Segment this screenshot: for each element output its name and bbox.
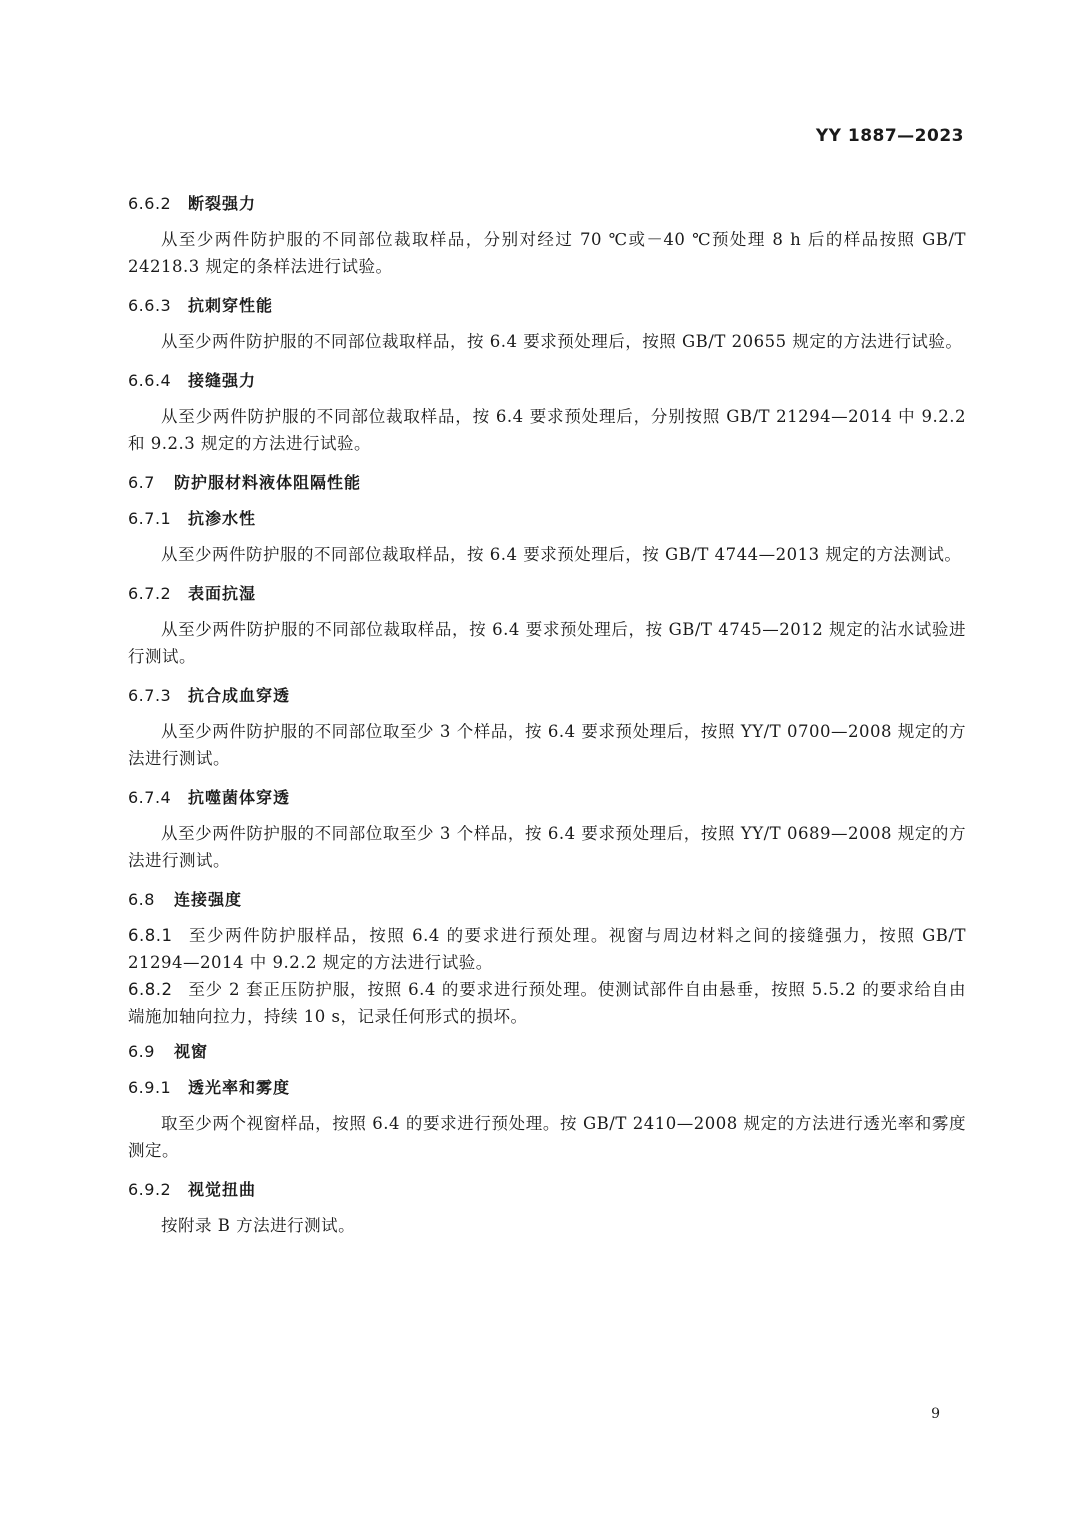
section-heading-6-7-2 [128, 576, 966, 612]
section-number: 6.9 [128, 1042, 155, 1061]
section-title: 抗刺穿性能 [188, 296, 274, 315]
section-paragraph-6-6-3: 从至少两件防护服的不同部位裁取样品，按 6.4 要求预处理后，按照 GB/T 20655 规定的方法进行试验。 [161, 332, 963, 351]
section-paragraph-6-7-4: 从至少两件防护服的不同部位取至少 3 个样品，按 6.4 要求预处理后，按照 YY/T 0689—2008 规定的方法进行测试。 [128, 824, 966, 870]
section-number: 6.7.3 [128, 686, 172, 705]
section-number: 6.7.4 [128, 788, 172, 807]
section-title: 接缝强力 [188, 371, 257, 390]
section-heading-6-6-3 [128, 288, 966, 324]
section-number: 6.6.2 [128, 194, 172, 213]
section-title: 视觉扭曲 [188, 1180, 257, 1199]
section-title: 视窗 [174, 1042, 209, 1061]
section-inline-text: 至少两件防护服样品，按照 6.4 的要求进行预处理。视窗与周边材料之间的接缝强力，按照 GB/T 21294—2014 中 9.2.2 规定的方法进行试验。 [128, 926, 966, 972]
standard-number: YY 1887—2023 [815, 126, 964, 146]
section-inline-text: 至少 2 套正压防护服，按照 6.4 的要求进行预处理。使测试部件自由悬垂，按照 5.5.2 的要求给自由端施加轴向拉力，持续 10 s，记录任何形式的损坏。 [128, 980, 966, 1026]
section-title: 透光率和雾度 [188, 1078, 291, 1097]
section-paragraph-6-6-2: 从至少两件防护服的不同部位裁取样品，分别对经过 70 ℃或－40 ℃预处理 8 h 后的样品按照 GB/T 24218.3 规定的条样法进行试验。 [128, 230, 966, 276]
section-heading-6-6-4 [128, 363, 966, 399]
section-number: 6.8.2 [128, 980, 173, 999]
section-paragraph-6-9-1: 取至少两个视窗样品，按照 6.4 的要求进行预处理。按 GB/T 2410—2008 规定的方法进行透光率和雾度测定。 [128, 1114, 966, 1160]
section-paragraph-6-8-2 [128, 976, 966, 1030]
section-paragraph-6-7-1: 从至少两件防护服的不同部位裁取样品，按 6.4 要求预处理后，按 GB/T 4744—2013 规定的方法测试。 [161, 545, 962, 564]
section-title: 抗合成血穿透 [188, 686, 291, 705]
section-paragraph-6-8-1 [128, 922, 966, 976]
section-paragraph-6-6-4: 从至少两件防护服的不同部位裁取样品，按 6.4 要求预处理后，分别按照 GB/T 21294—2014 中 9.2.2 和 9.2.3 规定的方法进行试验。 [128, 407, 966, 453]
section-paragraph-6-7-3: 从至少两件防护服的不同部位取至少 3 个样品，按 6.4 要求预处理后，按照 YY/T 0700—2008 规定的方法进行测试。 [128, 722, 966, 768]
document-body [128, 186, 966, 1247]
page-number: 9 [931, 1406, 940, 1422]
section-number: 6.7 [128, 473, 155, 492]
section-heading-6-9-1 [128, 1070, 966, 1106]
section-number: 6.8.1 [128, 926, 173, 945]
section-title: 连接强度 [174, 890, 243, 909]
section-title: 抗渗水性 [188, 509, 257, 528]
section-number: 6.7.2 [128, 584, 172, 603]
section-title: 抗噬菌体穿透 [188, 788, 291, 807]
section-number: 6.8 [128, 890, 155, 909]
section-title: 表面抗湿 [188, 584, 257, 603]
section-heading-6-7-4 [128, 780, 966, 816]
section-paragraph-6-9-2: 按附录 B 方法进行测试。 [161, 1216, 356, 1235]
section-number: 6.7.1 [128, 509, 172, 528]
section-heading-6-7-3 [128, 678, 966, 714]
section-number: 6.9.1 [128, 1078, 172, 1097]
section-heading-6-7 [128, 465, 966, 501]
section-paragraph-6-7-2: 从至少两件防护服的不同部位裁取样品，按 6.4 要求预处理后，按 GB/T 4745—2012 规定的沾水试验进行测试。 [128, 620, 966, 666]
section-heading-6-8 [128, 882, 966, 918]
section-title: 断裂强力 [188, 194, 257, 213]
section-number: 6.9.2 [128, 1180, 172, 1199]
section-heading-6-9-2 [128, 1172, 966, 1208]
section-number: 6.6.3 [128, 296, 172, 315]
section-heading-6-6-2 [128, 186, 966, 222]
section-heading-6-7-1 [128, 501, 966, 537]
section-title: 防护服材料液体阻隔性能 [174, 473, 362, 492]
section-number: 6.6.4 [128, 371, 172, 390]
section-heading-6-9 [128, 1034, 966, 1070]
